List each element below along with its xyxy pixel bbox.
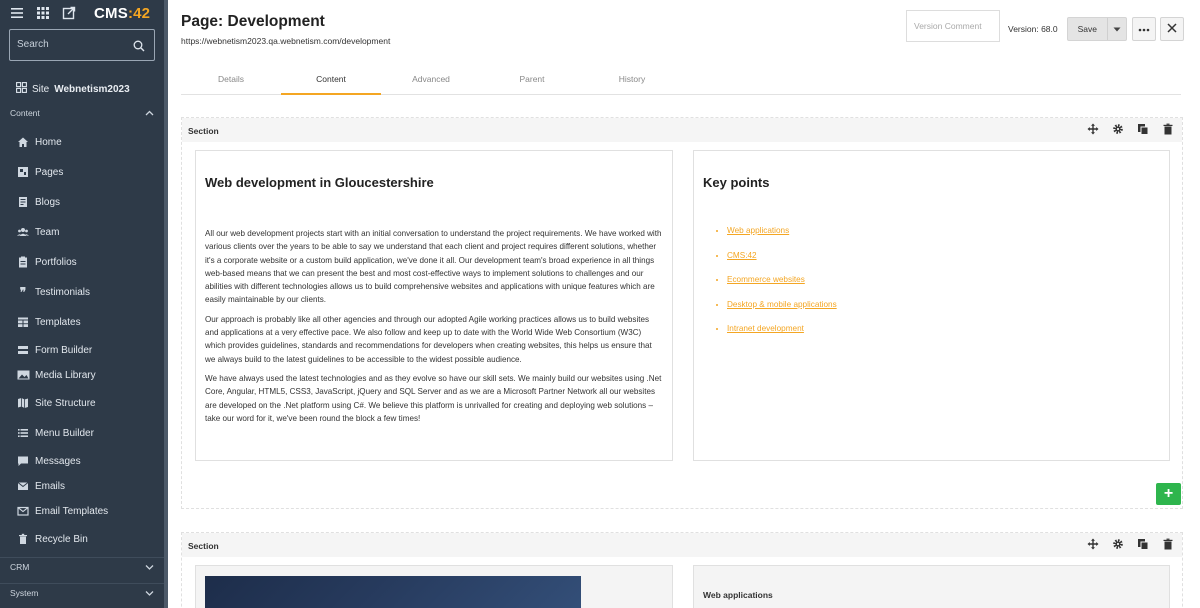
content-section (181, 532, 1183, 608)
form-icon (17, 344, 29, 356)
paragraph: Our approach is probably like all other agencies and through our adopted Agile working practices allows us to build websites and applications at a very effective pace. We also follow and keep up to date with the World Wide Web Consortium (W3C) which provides guidelines, standards and recommendations for developers when creating websites, this helps us ensure that we always build to the latest guidelines to be accessible to the widest possible audience. (205, 314, 652, 364)
sidebar-item-email-templates[interactable]: Email Templates (17, 505, 108, 517)
email-icon (17, 480, 29, 492)
sidebar-item-recycle-bin[interactable]: Recycle Bin (17, 533, 88, 545)
block-heading: Key points (703, 175, 770, 190)
sidebar-item-messages[interactable]: Messages (17, 455, 81, 467)
apps-grid-icon[interactable] (36, 6, 50, 20)
chevron-up-icon (145, 108, 154, 118)
site-grid-icon (16, 82, 27, 96)
system-group-label: System (10, 587, 39, 598)
content-section (181, 117, 1183, 509)
key-points-list (727, 226, 1160, 333)
tab-advanced[interactable]: Advanced (412, 74, 450, 84)
block-body-text (205, 227, 663, 425)
portfolios-icon (17, 256, 29, 268)
site-selector[interactable] (16, 82, 130, 96)
list-item[interactable]: • Web applications (727, 226, 1160, 235)
more-options-button[interactable] (1132, 17, 1156, 41)
sidebar-item-emails[interactable]: Emails (17, 480, 65, 492)
search-icon[interactable] (133, 39, 145, 51)
media-icon (17, 369, 29, 381)
system-group-toggle[interactable] (0, 583, 164, 601)
settings-gear-icon[interactable] (1111, 538, 1124, 551)
page-title: Page: Development (181, 13, 325, 30)
tab-parent[interactable]: Parent (519, 74, 545, 84)
tab-history[interactable]: History (618, 74, 646, 84)
blogs-icon (17, 196, 29, 208)
save-label: Save (1077, 24, 1097, 34)
content-group-toggle[interactable] (0, 104, 164, 122)
paragraph: All our web development projects start with an initial conversation to understand the project requirements. We have worked with various clients over the years to be able to say we understand that each client and project requires different solutions, whether it's a corporate website or a custom build application, we've done it all. Our development team's broad experience in all things web-based means that we can present the best and most cost-effective ways to implement solutions to challenges and our abilities with different technologies allows us to build comprehensive websites and applications with unique features which are easily maintainable by our clients. (205, 229, 662, 305)
list-item[interactable]: • Intranet development (727, 324, 1160, 333)
sidebar-item-portfolios[interactable]: Portfolios (17, 256, 77, 268)
search-placeholder: Search (17, 39, 49, 50)
version-label: Version: 68.0 (1008, 24, 1058, 34)
sidebar-item-form-builder[interactable]: Form Builder (17, 344, 92, 356)
external-link-icon[interactable] (62, 6, 76, 20)
main-content (168, 0, 1200, 608)
sidebar-item-templates[interactable]: Templates (17, 316, 81, 328)
block-heading: Web development in Gloucestershire (205, 175, 434, 190)
section-header (182, 533, 1182, 557)
site-prefix: Site (32, 83, 50, 95)
list-item[interactable]: • Desktop & mobile applications (727, 300, 1160, 309)
menu-icon (17, 427, 29, 439)
home-icon (17, 136, 29, 148)
copy-icon[interactable] (1136, 123, 1149, 136)
crm-group-label: CRM (10, 561, 30, 572)
ellipsis-icon (1138, 23, 1150, 35)
copy-icon[interactable] (1136, 538, 1149, 551)
sidebar-item-menu-builder[interactable]: Menu Builder (17, 427, 94, 439)
sidebar-item-site-structure[interactable]: Site Structure (17, 397, 96, 409)
site-name: Webnetism2023 (54, 83, 130, 95)
sidebar-item-media-library[interactable]: Media Library (17, 369, 96, 381)
paragraph: We have always used the latest technologies and as they evolve so have our skill sets. We mainly build our websites using .Net Core, Angular, HTML5, CSS3, JavaScript, jQuery and SQL Server and as we are a Microsoft Partner Network all our websites are developed on the .Net platform using C#. We believe this platform is unrivalled for creating and deploying web solutions – take our word for it, we've been round the block a few times! (205, 373, 662, 423)
tab-bar (181, 64, 1181, 95)
pages-icon (17, 166, 29, 178)
right-content-block[interactable] (693, 150, 1170, 461)
list-item[interactable]: • CMS:42 (727, 251, 1160, 260)
sidebar-item-pages[interactable]: Pages (17, 166, 63, 178)
chevron-down-icon (145, 562, 154, 572)
quote-icon: ❞ (19, 285, 27, 299)
search-input[interactable] (9, 29, 155, 61)
settings-gear-icon[interactable] (1111, 123, 1124, 136)
tab-details[interactable]: Details (218, 74, 244, 84)
save-button[interactable] (1067, 17, 1127, 41)
move-icon[interactable] (1086, 123, 1099, 136)
sidebar-item-testimonials[interactable]: ❞ Testimonials (17, 286, 90, 298)
team-icon (17, 226, 29, 238)
sidebar (0, 0, 168, 608)
delete-icon[interactable] (1161, 538, 1174, 551)
version-comment-input[interactable]: Version Comment (906, 10, 1000, 42)
block-heading: Web applications (703, 590, 773, 600)
email-template-icon (17, 505, 29, 517)
page-url: https://webnetism2023.qa.webnetism.com/development (181, 36, 391, 46)
move-icon[interactable] (1086, 538, 1099, 551)
tab-content[interactable]: Content (281, 64, 381, 95)
trash-icon (17, 533, 29, 545)
content-group-label: Content (10, 108, 40, 118)
messages-icon (17, 455, 29, 467)
section-label: Section (188, 541, 219, 551)
right-content-block[interactable] (693, 565, 1170, 608)
chevron-down-icon (145, 588, 154, 598)
cms42-logo[interactable]: CMS:42 (94, 4, 151, 22)
section-toolbar (1086, 123, 1174, 136)
section-toolbar (1086, 538, 1174, 551)
close-button[interactable] (1160, 17, 1184, 41)
image-block[interactable] (195, 565, 673, 608)
section-label: Section (188, 126, 219, 136)
close-icon (1167, 23, 1177, 36)
add-block-button[interactable]: + (1156, 483, 1181, 505)
sidebar-item-blogs[interactable]: Blogs (17, 196, 60, 208)
sidebar-item-team[interactable]: Team (17, 226, 59, 238)
left-content-block[interactable] (195, 150, 673, 461)
crm-group-toggle[interactable] (0, 557, 164, 575)
sidebar-top-bar (0, 0, 168, 26)
templates-icon (17, 316, 29, 328)
map-icon (17, 397, 29, 409)
save-dropdown-caret-icon[interactable] (1107, 18, 1126, 40)
list-item[interactable]: • Ecommerce websites (727, 275, 1160, 284)
delete-icon[interactable] (1161, 123, 1174, 136)
section-header (182, 118, 1182, 142)
hamburger-menu-icon[interactable] (10, 6, 24, 20)
block-image (205, 576, 581, 608)
sidebar-item-home[interactable]: Home (17, 136, 62, 148)
